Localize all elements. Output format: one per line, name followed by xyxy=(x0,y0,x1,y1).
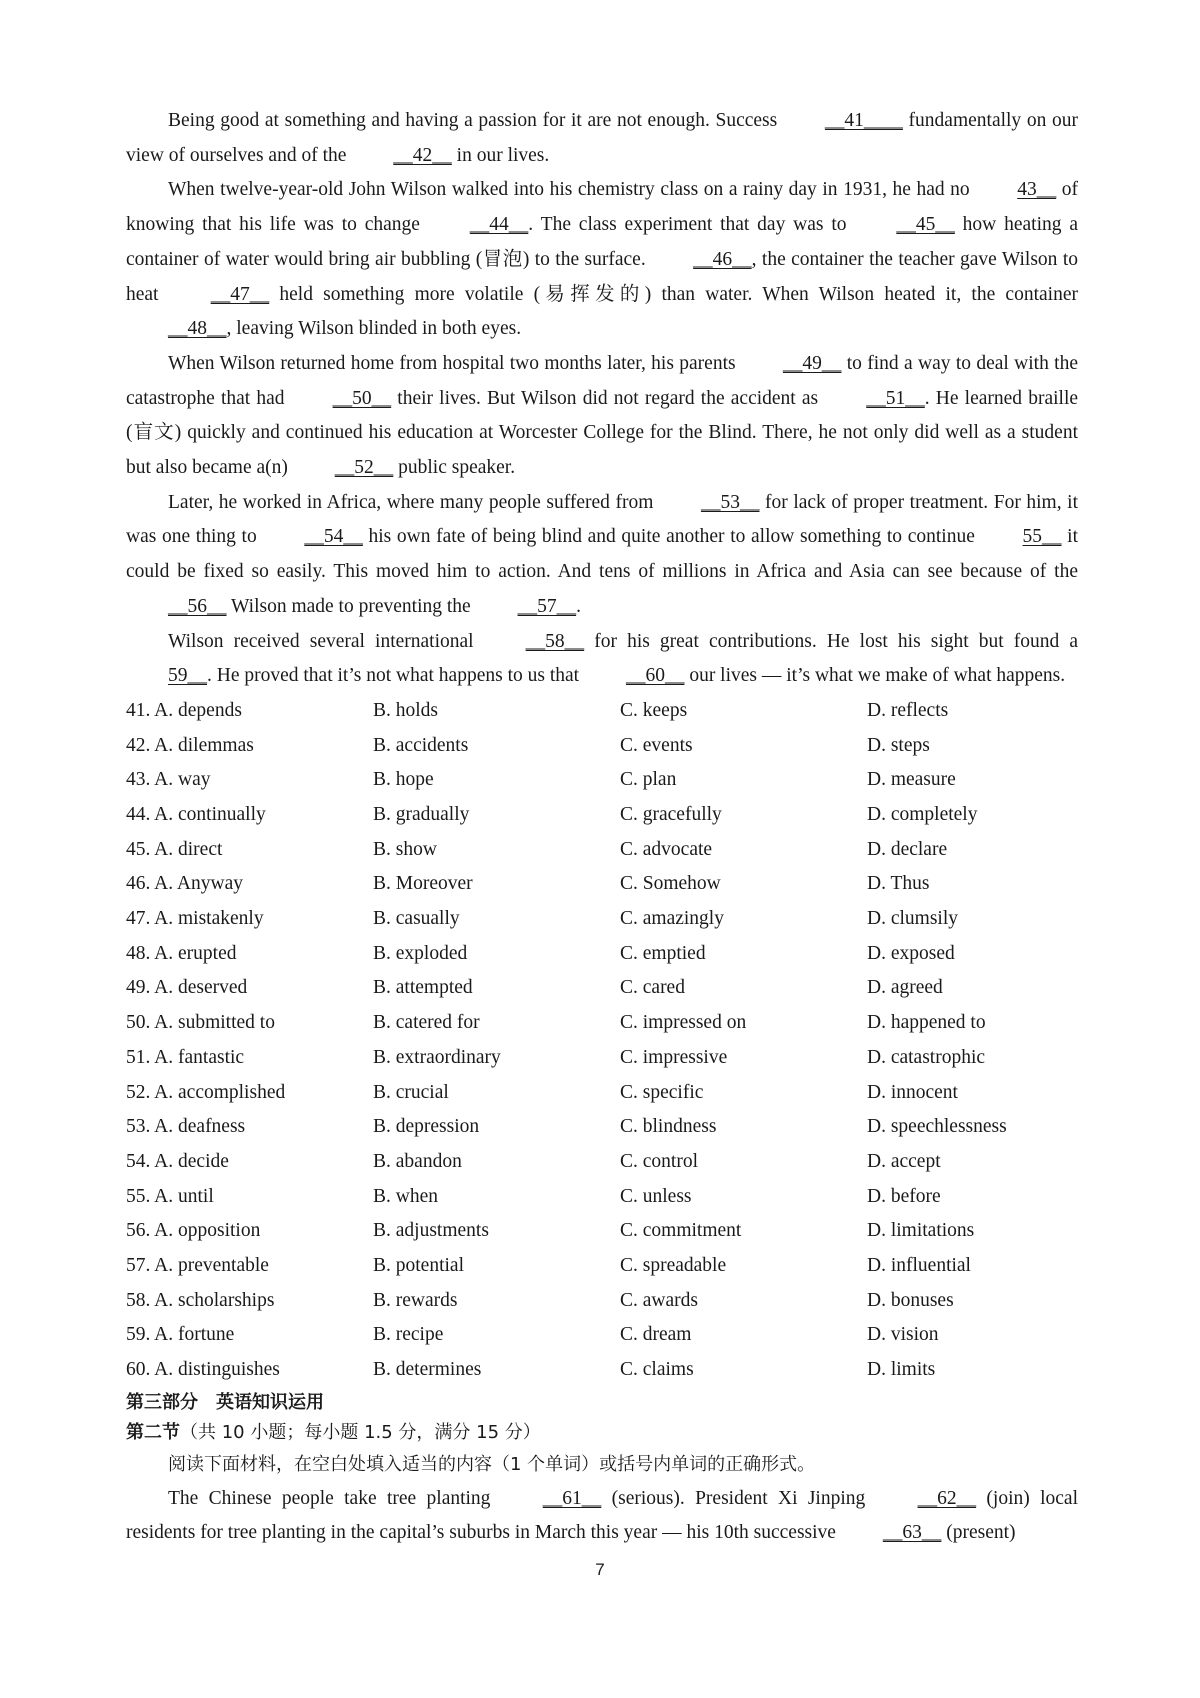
blank: __53__ xyxy=(700,491,760,513)
document-page xyxy=(126,104,1078,1551)
option-choice: C. keeps xyxy=(620,699,688,721)
blank: __50__ xyxy=(332,387,392,409)
blank: __52__ xyxy=(334,457,394,479)
blank: __51__ xyxy=(866,387,925,409)
option-choice: 59. A. fortune xyxy=(126,1324,235,1346)
option-choice: D. catastrophic xyxy=(867,1046,986,1068)
option-row xyxy=(126,1318,1078,1353)
option-choice: B. abandon xyxy=(373,1150,462,1172)
option-choice: D. Thus xyxy=(867,873,930,895)
option-choice: 48. A. erupted xyxy=(126,942,237,964)
option-choice: B. attempted xyxy=(373,977,473,999)
blank: __45__ xyxy=(896,214,955,236)
option-choice: B. casually xyxy=(373,908,460,930)
option-row xyxy=(126,937,1078,972)
option-choice: C. specific xyxy=(620,1081,704,1103)
option-choice: 52. A. accomplished xyxy=(126,1081,286,1103)
option-choice: C. impressed on xyxy=(620,1012,747,1034)
option-choice: 47. A. mistakenly xyxy=(126,908,264,930)
blank: __49__ xyxy=(782,352,842,374)
option-choice: B. Moreover xyxy=(373,873,473,895)
option-choice: D. innocent xyxy=(867,1081,958,1103)
option-row xyxy=(126,1041,1078,1076)
option-choice: 44. A. continually xyxy=(126,804,266,826)
option-row xyxy=(126,694,1078,729)
option-choice: B. potential xyxy=(373,1254,464,1276)
passage-paragraph: Later, he worked in Africa, where many people suffered from __53__ for lack of proper treatment. For him, it was one thing to __54__ his own fate of being blind and quite another to allow something to continue 55__ it could be fixed so easily. This moved him to action. And tens of millions in Africa and Asia can see because of the __56__ Wilson made to preventing the __57__. xyxy=(126,486,1078,625)
option-choice: D. completely xyxy=(867,804,978,826)
blank: __46__ xyxy=(693,248,752,270)
option-choice: 60. A. distinguishes xyxy=(126,1359,280,1381)
option-choice: 45. A. direct xyxy=(126,838,223,860)
option-choice: D. speechlessness xyxy=(867,1116,1007,1138)
option-choice: B. depression xyxy=(373,1116,480,1138)
final-paragraph: The Chinese people take tree planting __61__ (serious). President Xi Jinping __62__ (join) local residents for tree planting in the capital’s suburbs in March this year — his 10th successive __63__ (present) xyxy=(126,1482,1078,1551)
option-choice: C. control xyxy=(620,1150,698,1172)
option-choice: B. extraordinary xyxy=(373,1046,501,1068)
option-row xyxy=(126,1180,1078,1215)
passage-paragraph: Wilson received several international __58__ for his great contributions. He lost his sight but found a 59__. He proved that it’s not what happens to us that __60__ our lives — it’s what we make of what happens. xyxy=(126,625,1078,694)
option-choice: 46. A. Anyway xyxy=(126,873,243,895)
blank: __58__ xyxy=(525,630,585,652)
option-choice: B. catered for xyxy=(373,1012,480,1034)
option-row xyxy=(126,1214,1078,1249)
passage-paragraph: When twelve-year-old John Wilson walked into his chemistry class on a rainy day in 1931, he had no 43__ of knowing that his life was to change __44__. The class experiment that day was to __45__ how heating a container of water would bring air bubbling (冒泡) to the surface. __46__, the container the teacher gave Wilson to heat __47__ held something more volatile (易挥发的) than water. When Wilson heated it, the container __48__, leaving Wilson blinded in both eyes. xyxy=(126,173,1078,347)
section-subtitle-rest: （共 10 小题；每小题 1.5 分，满分 15 分） xyxy=(180,1421,541,1443)
option-choice: 53. A. deafness xyxy=(126,1116,246,1138)
option-choice: B. rewards xyxy=(373,1289,458,1311)
option-choice: 55. A. until xyxy=(126,1185,214,1207)
option-choice: 56. A. opposition xyxy=(126,1220,261,1242)
option-choice: D. exposed xyxy=(867,942,955,964)
blank: __54__ xyxy=(304,526,363,548)
option-choice: B. hope xyxy=(373,769,434,791)
option-choice: D. limits xyxy=(867,1359,936,1381)
option-row xyxy=(126,902,1078,937)
option-choice: C. Somehow xyxy=(620,873,721,895)
section-title: 第三部分 英语知识运用 xyxy=(126,1391,324,1413)
option-choice: 42. A. dilemmas xyxy=(126,734,254,756)
option-choice: C. emptied xyxy=(620,942,706,964)
option-choice: 41. A. depends xyxy=(126,699,242,721)
option-choice: 43. A. way xyxy=(126,769,211,791)
option-choice: B. recipe xyxy=(373,1324,444,1346)
passage-paragraph: Being good at something and having a passion for it are not enough. Success __41____ fundamentally on our view of ourselves and of the __42__ in our lives. xyxy=(126,104,1078,173)
option-choice: C. blindness xyxy=(620,1116,717,1138)
option-choice: 51. A. fantastic xyxy=(126,1046,245,1068)
option-choice: C. spreadable xyxy=(620,1254,727,1276)
option-row xyxy=(126,1353,1078,1388)
option-choice: C. amazingly xyxy=(620,908,724,930)
blank: __56__ xyxy=(168,595,227,617)
option-row xyxy=(126,1110,1078,1145)
blank: __57__ xyxy=(517,595,577,617)
blank: 43__ xyxy=(1017,179,1057,201)
blank: 55__ xyxy=(1022,526,1062,548)
option-choice: D. influential xyxy=(867,1254,971,1276)
option-choice: D. measure xyxy=(867,769,956,791)
blank: __63__ xyxy=(882,1522,942,1544)
page-number: 7 xyxy=(595,1560,605,1579)
option-choice: B. gradually xyxy=(373,804,470,826)
section-subtitle-bold: 第二节 xyxy=(126,1421,180,1443)
option-choice: C. claims xyxy=(620,1359,694,1381)
option-choice: C. awards xyxy=(620,1289,698,1311)
option-choice: C. gracefully xyxy=(620,804,722,826)
option-choice: D. happened to xyxy=(867,1012,986,1034)
option-choice: 50. A. submitted to xyxy=(126,1012,275,1034)
blank: __42__ xyxy=(393,144,452,166)
option-row xyxy=(126,1145,1078,1180)
option-choice: D. reflects xyxy=(867,699,949,721)
blank: __48__ xyxy=(168,318,227,340)
cloze-passage xyxy=(126,104,1078,694)
blank: __41____ xyxy=(824,110,903,131)
option-choice: D. accept xyxy=(867,1150,941,1172)
option-row xyxy=(126,1076,1078,1111)
option-choice: D. clumsily xyxy=(867,908,958,930)
option-choice: B. determines xyxy=(373,1359,482,1381)
option-choice: 49. A. deserved xyxy=(126,977,248,999)
section-subtitle xyxy=(126,1418,1078,1448)
option-choice: B. accidents xyxy=(373,734,469,756)
blank: __44__ xyxy=(469,214,529,236)
option-row xyxy=(126,971,1078,1006)
option-choice: D. before xyxy=(867,1185,941,1207)
option-choice: B. holds xyxy=(373,699,439,721)
option-choice: C. commitment xyxy=(620,1220,742,1242)
option-choice: B. show xyxy=(373,838,437,860)
option-choice: B. exploded xyxy=(373,942,468,964)
option-choice: 57. A. preventable xyxy=(126,1254,269,1276)
option-row xyxy=(126,1006,1078,1041)
blank: __61__ xyxy=(542,1487,602,1509)
option-choice: C. plan xyxy=(620,769,677,791)
option-choice: C. advocate xyxy=(620,838,713,860)
option-choice: 58. A. scholarships xyxy=(126,1289,275,1311)
option-choice: C. events xyxy=(620,734,693,756)
option-row xyxy=(126,867,1078,902)
blank: __47__ xyxy=(210,283,270,305)
answer-options xyxy=(126,694,1078,1388)
option-choice: C. unless xyxy=(620,1185,692,1207)
section-instruction: 阅读下面材料，在空白处填入适当的内容（1 个单词）或括号内单词的正确形式。 xyxy=(168,1453,816,1475)
option-choice: D. bonuses xyxy=(867,1289,954,1311)
option-choice: C. cared xyxy=(620,977,685,999)
option-row xyxy=(126,798,1078,833)
option-choice: B. crucial xyxy=(373,1081,449,1103)
blank: __60__ xyxy=(625,665,685,687)
option-choice: B. when xyxy=(373,1185,438,1207)
option-choice: 54. A. decide xyxy=(126,1150,229,1172)
passage-paragraph: When Wilson returned home from hospital two months later, his parents __49__ to find a way to deal with the catastrophe that had __50__ their lives. But Wilson did not regard the accident as __51__. He learned braille (盲文) quickly and continued his education at Worcester College for the Blind. There, he not only did well as a student but also became a(n) __52__ public speaker. xyxy=(126,347,1078,486)
blank: 59__ xyxy=(168,665,207,687)
blank: __62__ xyxy=(917,1487,977,1509)
option-row xyxy=(126,763,1078,798)
option-row xyxy=(126,729,1078,764)
option-choice: C. dream xyxy=(620,1324,692,1346)
option-choice: D. steps xyxy=(867,734,930,756)
option-row xyxy=(126,1284,1078,1319)
option-row xyxy=(126,1249,1078,1284)
option-row xyxy=(126,833,1078,868)
option-choice: D. agreed xyxy=(867,977,943,999)
option-choice: D. vision xyxy=(867,1324,939,1346)
option-choice: D. declare xyxy=(867,838,948,860)
option-choice: C. impressive xyxy=(620,1046,728,1068)
option-choice: D. limitations xyxy=(867,1220,975,1242)
option-choice: B. adjustments xyxy=(373,1220,489,1242)
